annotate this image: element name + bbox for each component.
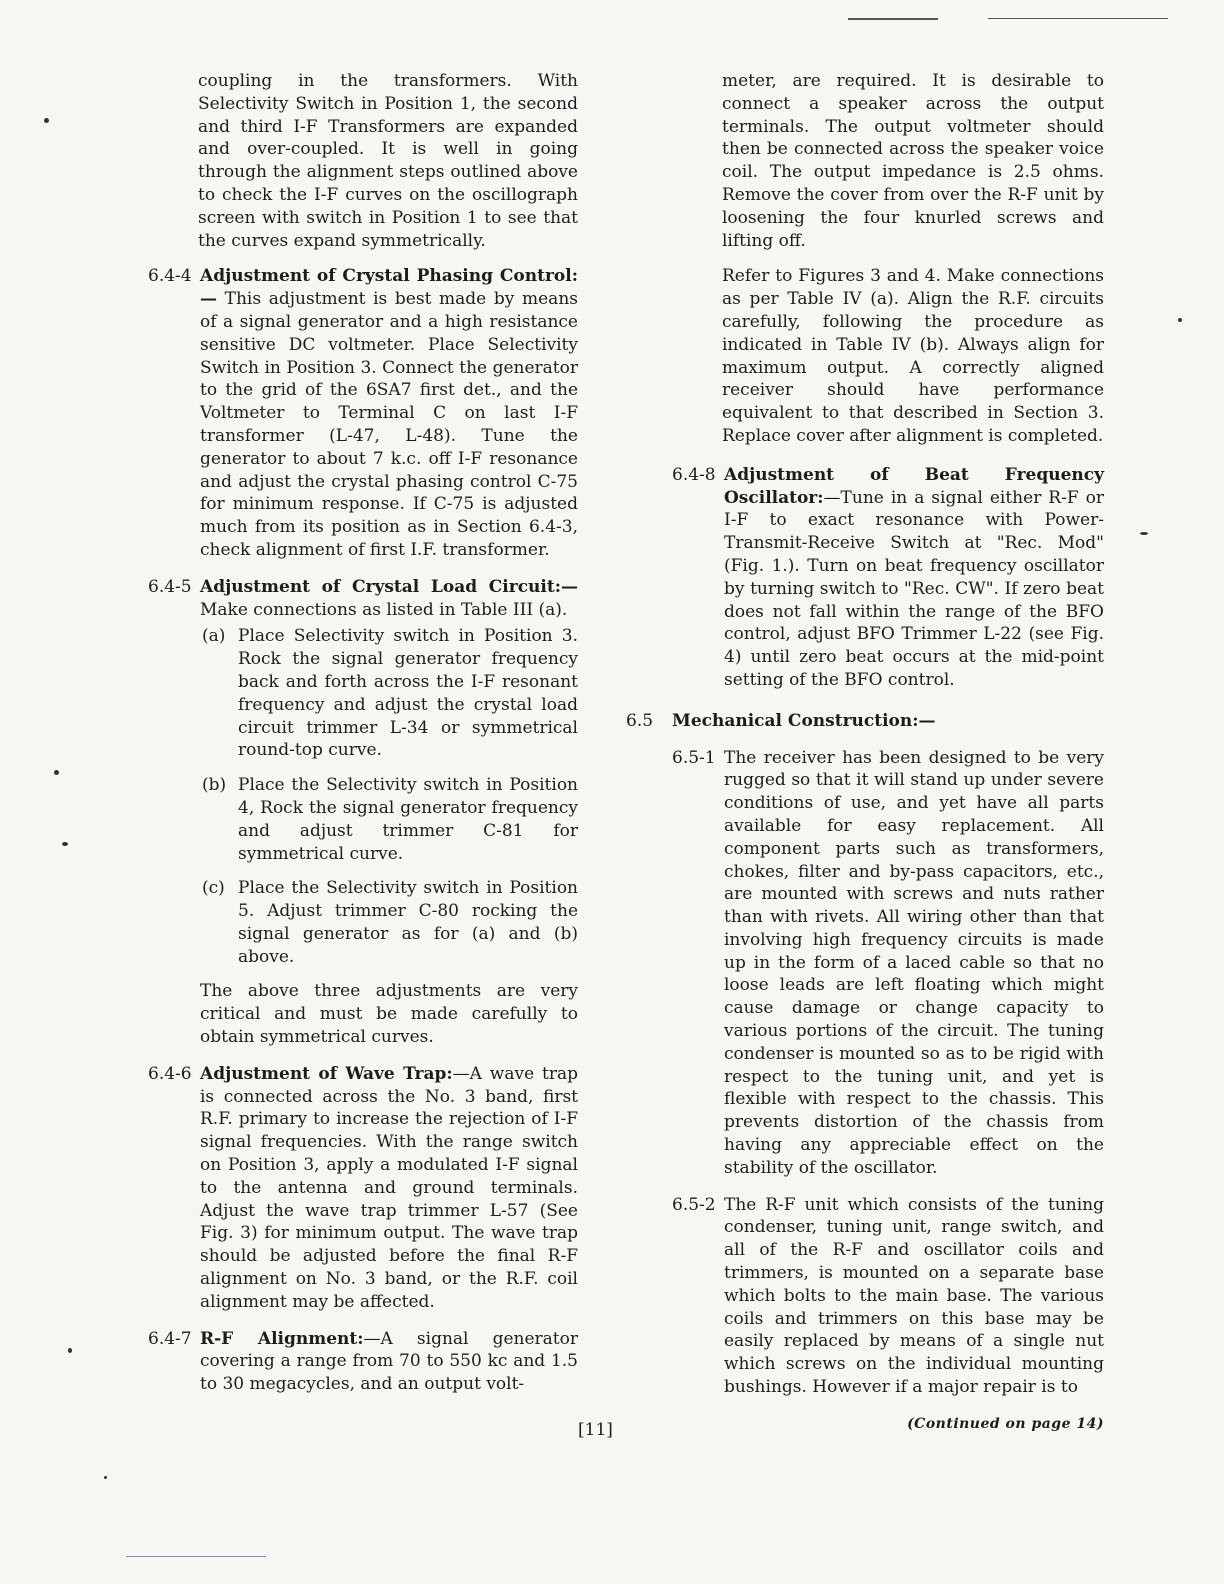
item-label: (b) [202, 775, 227, 796]
item-text: Place Selectivity switch in Position 3. Rock the signal generator frequency back and forth across the I-F resonant frequency and adjust the crystal load circuit trimmer L-34 or symmetrical round-top curve. [238, 626, 578, 761]
section-number: 6.5 [626, 710, 654, 731]
scan-speck [68, 1348, 72, 1353]
section-number: 6.4-7 [148, 1328, 192, 1349]
scan-speck [44, 118, 49, 123]
section-text: —A signal generator covering a range from 70 to 550 kc and 1.5 to 30 megacycles, and an output volt- [200, 1328, 578, 1395]
section-text: —A wave trap is connected across the No. 3 band, first R.F. primary to increase the rejection of I-F signal frequencies. With the range switch on Position 3, apply a modulated I-F signal to the antenna and ground terminals. Adjust the wave trap trimmer L-57 (See Fig. 3) for minimum output. The wave trap should be adjusted before the final R-F alignment on No. 3 band, or the R.F. coil alignment may be affected. [200, 1063, 578, 1312]
section-heading: Adjustment of Crystal Phasing Control:— [200, 266, 578, 310]
scan-speck [1178, 318, 1182, 322]
right-column [626, 70, 1104, 1436]
section-number: 6.5-2 [672, 1194, 716, 1215]
section-heading: Adjustment of Crystal Load Circuit:— [200, 576, 578, 597]
section-text: The receiver has been designed to be very rugged so that it will stand up under severe conditions of use, and yet have all parts available for easy replacement. All component parts such as transformers, chokes, filter and by-pass capacitors, etc., are mounted with screws and nuts rather than with rivets. All wiring other than that involving high frequency circuits is made up in the form of a laced cable so that no loose leads are left floating which might cause damage or change capacity to various portions of the circuit. The tuning condenser is mounted so as to be rigid with respect to the tuning unit, and yet is flexible with respect to the chassis. This prevents distortion of the chassis from having any appreciable effect on the stability of the oscillator. [724, 747, 1104, 1178]
list-item-a [200, 625, 578, 762]
scan-speck [104, 1476, 107, 1479]
section-number: 6.4-6 [148, 1063, 192, 1084]
section-6-4-5 [148, 576, 578, 1049]
list-item-b [200, 774, 578, 865]
continued-paragraph-2: Refer to Figures 3 and 4. Make connections as per Table IV (a). Align the R.F. circuits carefully, following the procedure as indicated in Table IV (b). Always align for maximum output. A correctly aligned receiver should have performance equivalent to that described in Section 3. Replace cover after alignment is completed. [722, 266, 1104, 446]
section-text: —Tune in a signal either R-F or I-F to exact resonance with Power-Transmit-Receive Switch at "Rec. Mod" (Fig. 1.). Turn on beat frequency oscillator by turning switch to "Rec. CW". If zero beat does not fall within the range of the BFO control, adjust BFO Trimmer L-22 (see Fig. 4) until zero beat occurs at the mid-point setting of the BFO control. [724, 487, 1104, 690]
scan-speck [54, 770, 59, 775]
scan-speck [62, 842, 68, 846]
section-number: 6.4-5 [148, 576, 192, 597]
section-text: Make connections as listed in Table III (a). [200, 599, 568, 620]
scan-speck [1140, 532, 1148, 535]
continued-note: (Continued on page 14) [907, 1415, 1104, 1432]
page-number: [11] [578, 1420, 613, 1440]
scan-mark [848, 18, 938, 20]
section-text: The R-F unit which consists of the tuning condenser, tuning unit, range switch, and all of the R-F and oscillator coils and trimmers, is mounted on a separate base which bolts to the main base. The various coils and trimmers on this base may be easily replaced by means of a single nut which screws on the individual mounting bushings. However if a major repair is to [724, 1194, 1104, 1398]
section-heading: Mechanical Construction:— [672, 710, 936, 731]
section-6-5-1 [672, 747, 1104, 1180]
item-label: (c) [202, 878, 225, 899]
item-text: Place the Selectivity switch in Position 4, Rock the signal generator frequency and adjust trimmer C-81 for symmetrical curve. [238, 775, 578, 864]
intro-paragraph: coupling in the transformers. With Selectivity Switch in Position 1, the second and third I-F Transformers are expanded and over-coupled. It is well in going through the alignment steps outlined above to check the I-F curves on the oscillograph screen with switch in Position 1 to see that the curves expand symmetrically. [198, 71, 578, 251]
section-heading: Adjustment of Wave Trap: [200, 1063, 453, 1084]
section-6-4-6 [148, 1063, 578, 1314]
section-closing: The above three adjustments are very critical and must be made carefully to obtain symmetrical curves. [200, 981, 578, 1048]
scan-rule [126, 1556, 266, 1557]
section-6-5-2 [672, 1194, 1104, 1399]
section-heading: Adjustment of Beat Frequency Oscillator: [724, 464, 1104, 508]
list-item-c [200, 877, 578, 968]
left-column [148, 70, 578, 1410]
section-heading: R-F Alignment: [200, 1328, 364, 1349]
section-number: 6.4-8 [672, 464, 716, 485]
section-number: 6.5-1 [672, 747, 716, 768]
section-6-4-8 [672, 464, 1104, 692]
section-6-4-4 [148, 265, 578, 561]
section-6-5 [626, 710, 1104, 733]
continued-paragraph-1: meter, are required. It is desirable to connect a speaker across the output terminals. The output voltmeter should then be connected across the speaker voice coil. The output impedance is 2.5 ohms. Remove the cover from over the R-F unit by loosening the four knurled screws and lifting off. [722, 71, 1104, 251]
section-6-4-7 [148, 1328, 578, 1396]
section-text: This adjustment is best made by means of a signal generator and a high resistance sensitive DC voltmeter. Place Selectivity Switch in Position 3. Connect the generator to the grid of the 6SA7 first det., and the Voltmeter to Terminal C on last I-F transformer (L-47, L-48). Tune the generator to about 7 k.c. off I-F resonance and adjust the crystal phasing control C-75 for minimum response. If C-75 is adjusted much from its position as in Section 6.4-3, check alignment of first I.F. transformer. [200, 289, 578, 560]
scan-mark [988, 18, 1168, 19]
item-text: Place the Selectivity switch in Position 5. Adjust trimmer C-80 rocking the signal generator as for (a) and (b) above. [238, 878, 578, 967]
section-number: 6.4-4 [148, 266, 192, 287]
item-label: (a) [202, 626, 226, 647]
